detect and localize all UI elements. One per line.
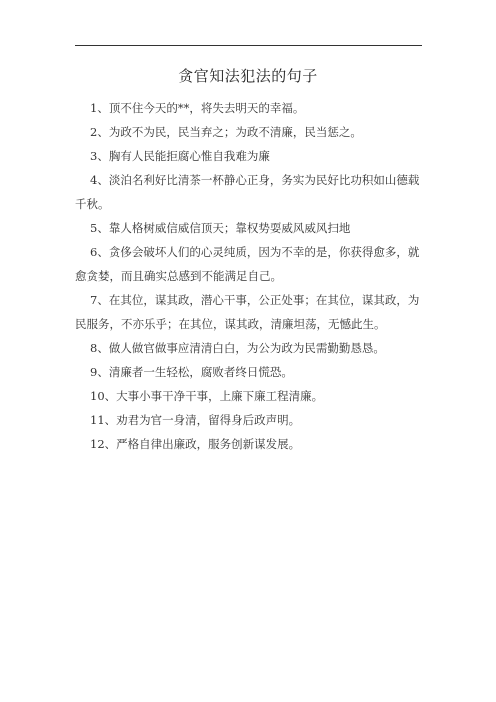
item-text: 为政不为民，民当弃之；为政不清廉，民当惩之。 bbox=[108, 125, 362, 139]
item-text: 严格自律出廉政，服务创新谋发展。 bbox=[116, 437, 301, 451]
list-item bbox=[90, 360, 425, 384]
list-item bbox=[90, 336, 425, 360]
list-item bbox=[90, 216, 425, 240]
list-item bbox=[90, 120, 425, 144]
item-number: 8、 bbox=[90, 341, 109, 355]
item-number: 10、 bbox=[90, 389, 117, 403]
list-item bbox=[90, 96, 425, 120]
item-number: 9、 bbox=[90, 365, 109, 379]
item-text: 胸有人民能拒腐心惟自我难为廉 bbox=[108, 149, 270, 163]
list-item bbox=[90, 432, 425, 456]
list-item bbox=[75, 288, 425, 336]
item-text: 大事小事干净干事，上廉下廉工程清廉。 bbox=[116, 389, 324, 403]
item-number: 2、 bbox=[90, 125, 109, 139]
item-text: 顶不住今天的**，将失去明天的幸福。 bbox=[108, 101, 305, 115]
item-number: 5、 bbox=[90, 221, 109, 235]
item-number: 7、 bbox=[90, 293, 109, 307]
item-number: 6、 bbox=[90, 245, 109, 259]
item-text: 做人做官做事应清清白白，为公为政为民需勤勤恳恳。 bbox=[108, 341, 385, 355]
list-item bbox=[90, 408, 425, 432]
item-number: 4、 bbox=[90, 173, 109, 187]
item-text: 清廉者一生轻松，腐败者终日慌恐。 bbox=[108, 365, 293, 379]
sentence-list bbox=[75, 96, 425, 456]
list-item bbox=[75, 168, 425, 216]
item-text: 贪侈会破坏人们的心灵纯质，因为不幸的是，你获得愈多，就愈贪婪，而且确实总感到不能满足自己。 bbox=[75, 245, 420, 283]
item-number: 1、 bbox=[90, 101, 109, 115]
item-number: 11、 bbox=[90, 413, 117, 427]
item-text: 劝君为官一身清，留得身后政声明。 bbox=[116, 413, 301, 427]
page-title: 贪官知法犯法的句子 bbox=[178, 67, 318, 85]
item-text: 淡泊名利好比清茶一杯静心正身，务实为民好比功积如山德载千秋。 bbox=[75, 173, 420, 211]
item-text: 靠人格树威信威信顶天；靠权势耍威风威风扫地 bbox=[108, 221, 351, 235]
header-rule bbox=[75, 45, 422, 46]
list-item bbox=[75, 240, 425, 288]
item-number: 12、 bbox=[90, 437, 117, 451]
list-item bbox=[90, 384, 425, 408]
item-text: 在其位，谋其政，潜心干事，公正处事；在其位，谋其政，为民服务，不亦乐乎；在其位，谋其政，清廉坦荡，无憾此生。 bbox=[75, 293, 420, 331]
list-item bbox=[90, 144, 425, 168]
item-number: 3、 bbox=[90, 149, 109, 163]
